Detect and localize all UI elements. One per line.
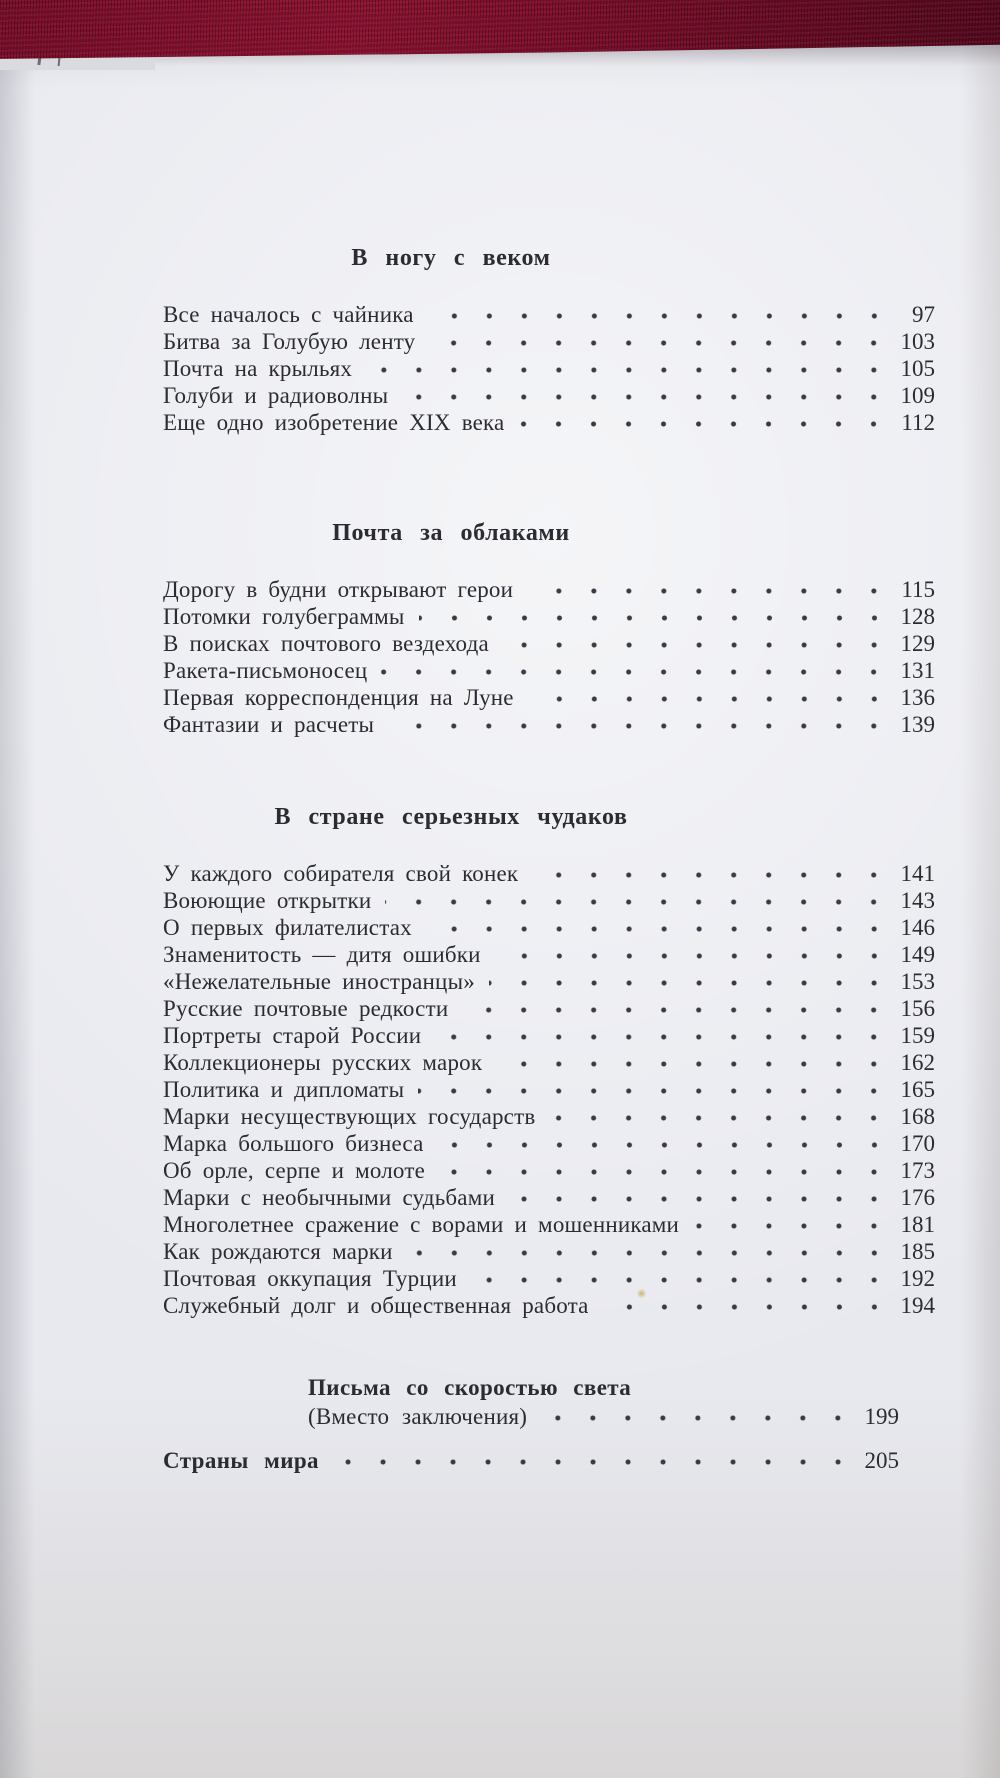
dot-leader — [509, 1194, 877, 1205]
toc-entry — [163, 995, 935, 1022]
toc-entry — [163, 1103, 935, 1130]
toc-entry-title: Как рождаются марки — [163, 1239, 393, 1264]
toc-entry-title: Фантазии и расчеты — [163, 712, 375, 737]
section-title: В ногу с веком — [351, 245, 551, 271]
countries-row — [163, 1447, 899, 1474]
dot-leader — [418, 1086, 877, 1097]
toc-entry — [163, 1130, 935, 1157]
dot-leader — [419, 613, 877, 624]
toc-entry — [163, 1265, 935, 1292]
dot-leader — [471, 1275, 877, 1286]
dot-leader — [495, 951, 877, 962]
toc-entry-page: 105 — [900, 356, 935, 381]
toc-entry-page: 168 — [900, 1104, 935, 1129]
toc-entry-page: 153 — [900, 969, 935, 994]
toc-entry-title: Коллекционеры русских марок — [163, 1050, 483, 1075]
toc-entry-title: Портреты старой России — [163, 1023, 422, 1048]
toc-entry — [163, 409, 935, 436]
toc-entry-list — [163, 301, 935, 436]
toc-entry-page: 192 — [900, 1266, 935, 1291]
toc-entry-page: 176 — [900, 1185, 935, 1210]
toc-entry-page: 181 — [900, 1212, 935, 1237]
toc-entry-title: Знаменитость — дитя ошибки — [163, 942, 481, 967]
toc-entry-list — [163, 860, 935, 1319]
toc-entry-page: 170 — [900, 1131, 935, 1156]
dot-leader — [496, 1059, 877, 1070]
dot-leader — [429, 338, 877, 349]
toc-entry-title: Почта на крыльях — [163, 356, 353, 381]
toc-entry — [163, 328, 935, 355]
closing-subtitle: (Вместо заключения) — [308, 1404, 528, 1429]
dot-leader — [503, 640, 877, 651]
toc-entry — [163, 914, 935, 941]
dot-leader — [438, 1140, 877, 1151]
toc-entry — [163, 1211, 935, 1238]
toc-entry-page: 194 — [900, 1293, 935, 1318]
toc-entry — [163, 1076, 935, 1103]
toc-entry-title: О первых филателистах — [163, 915, 412, 940]
toc-entry-page: 173 — [900, 1158, 935, 1183]
toc-entry-title: Дорогу в будни открывают герои — [163, 577, 514, 602]
dot-leader — [603, 1302, 877, 1313]
toc-entry-title: Еще одно изобретение XIX века — [163, 410, 505, 435]
toc-entry-title: Политика и дипломаты — [163, 1077, 405, 1102]
dot-leader — [532, 870, 877, 881]
toc-entry-title: Все началось с чайника — [163, 302, 414, 327]
toc-entry-page: 185 — [900, 1239, 935, 1264]
toc-entry-title: Марка большого бизнеса — [163, 1131, 424, 1156]
dot-leader — [489, 978, 877, 989]
toc-entry-page: 162 — [900, 1050, 935, 1075]
toc-entry-page: 149 — [900, 942, 935, 967]
dot-leader — [693, 1221, 877, 1232]
toc-entry-page: 136 — [900, 685, 935, 710]
toc-entry-title: В поисках почтового вездехода — [163, 631, 489, 656]
toc-entry — [163, 657, 935, 684]
toc-entry — [163, 603, 935, 630]
dot-leader — [388, 721, 877, 732]
toc-entry-title: Ракета-письмоносец — [163, 658, 368, 683]
dot-leader — [381, 667, 877, 678]
toc-entry — [163, 1292, 935, 1319]
toc-entry-title: Почтовая оккупация Турции — [163, 1266, 457, 1291]
toc-entry — [163, 355, 935, 382]
toc-section — [163, 518, 935, 738]
dot-leader — [527, 586, 877, 597]
section-title: В стране серьезных чудаков — [274, 804, 628, 830]
toc-entry-title: У каждого собирателя свой конек — [163, 861, 519, 886]
toc-entry-page: 103 — [900, 329, 935, 354]
section-title: Почта за облаками — [332, 520, 570, 546]
toc-entry-title: Первая корреспонденция на Луне — [163, 685, 514, 710]
toc-entry — [163, 382, 935, 409]
toc-entry — [163, 576, 935, 603]
dot-leader — [428, 311, 877, 322]
toc-entry-page: 109 — [900, 383, 935, 408]
toc-entry-page: 139 — [900, 712, 935, 737]
toc-entry-title: Воюющие открытки — [163, 888, 372, 913]
toc-section — [163, 802, 935, 1319]
toc-entry-page: 156 — [900, 996, 935, 1021]
toc-entry-title: Марки несуществующих государств — [163, 1104, 536, 1129]
toc-entry-page: 141 — [900, 861, 935, 886]
dot-leader — [407, 1248, 877, 1259]
toc-entry-page: 131 — [900, 658, 935, 683]
dot-leader — [333, 1457, 841, 1468]
toc-entry — [163, 1238, 935, 1265]
countries-page: 205 — [864, 1448, 899, 1473]
toc-entry-page: 165 — [900, 1077, 935, 1102]
toc-entry-page: 143 — [900, 888, 935, 913]
toc-entry-page: 115 — [901, 577, 935, 602]
closing-title: Письма со скоростью света — [308, 1375, 632, 1400]
toc-entry-title: Голуби и радиоволны — [163, 383, 389, 408]
toc-entry-page: 128 — [900, 604, 935, 629]
toc-entry — [163, 860, 935, 887]
dot-leader — [426, 924, 877, 935]
dot-leader — [462, 1005, 877, 1016]
toc-entry — [163, 301, 935, 328]
dot-leader — [528, 694, 877, 705]
toc-entry-page: 97 — [912, 302, 935, 327]
toc-entry — [163, 1049, 935, 1076]
dot-leader — [549, 1113, 877, 1124]
toc-entry-list — [163, 576, 935, 738]
dot-leader — [518, 419, 877, 430]
toc-entry-title: Потомки голубеграммы — [163, 604, 405, 629]
dot-leader — [402, 392, 877, 403]
dot-leader — [385, 897, 877, 908]
toc-entry-title: Об орле, серпе и молоте — [163, 1158, 425, 1183]
dot-leader — [439, 1167, 877, 1178]
toc-entry — [163, 1157, 935, 1184]
toc-entry — [163, 1022, 935, 1049]
closing-page: 199 — [864, 1404, 899, 1429]
toc-entry-title: Многолетнее сражение с ворами и мошенниками — [163, 1212, 680, 1237]
toc-entry-page: 146 — [900, 915, 935, 940]
toc-entry — [163, 684, 935, 711]
toc-entry — [163, 887, 935, 914]
toc-entry — [163, 630, 935, 657]
toc-entry-title: «Нежелательные иностранцы» — [163, 969, 475, 994]
toc-entry-title: Марки с необычными судьбами — [163, 1185, 495, 1210]
toc-entry-page: 112 — [901, 410, 935, 435]
toc-entry — [163, 941, 935, 968]
toc-entry-title: Русские почтовые редкости — [163, 996, 449, 1021]
toc-entry — [163, 968, 935, 995]
toc-entry-page: 159 — [900, 1023, 935, 1048]
dot-leader — [366, 365, 877, 376]
dot-leader — [435, 1032, 877, 1043]
dot-leader — [541, 1413, 841, 1424]
toc-entry-title: Битва за Голубую ленту — [163, 329, 416, 354]
toc-entry — [163, 711, 935, 738]
closing-section — [308, 1372, 899, 1430]
toc-entry — [163, 1184, 935, 1211]
toc-entry-page: 129 — [900, 631, 935, 656]
toc-section — [163, 243, 935, 436]
closing-subtitle-row — [308, 1403, 899, 1430]
toc-entry-title: Служебный долг и общественная работа — [163, 1293, 589, 1318]
countries-title: Страны мира — [163, 1448, 319, 1473]
